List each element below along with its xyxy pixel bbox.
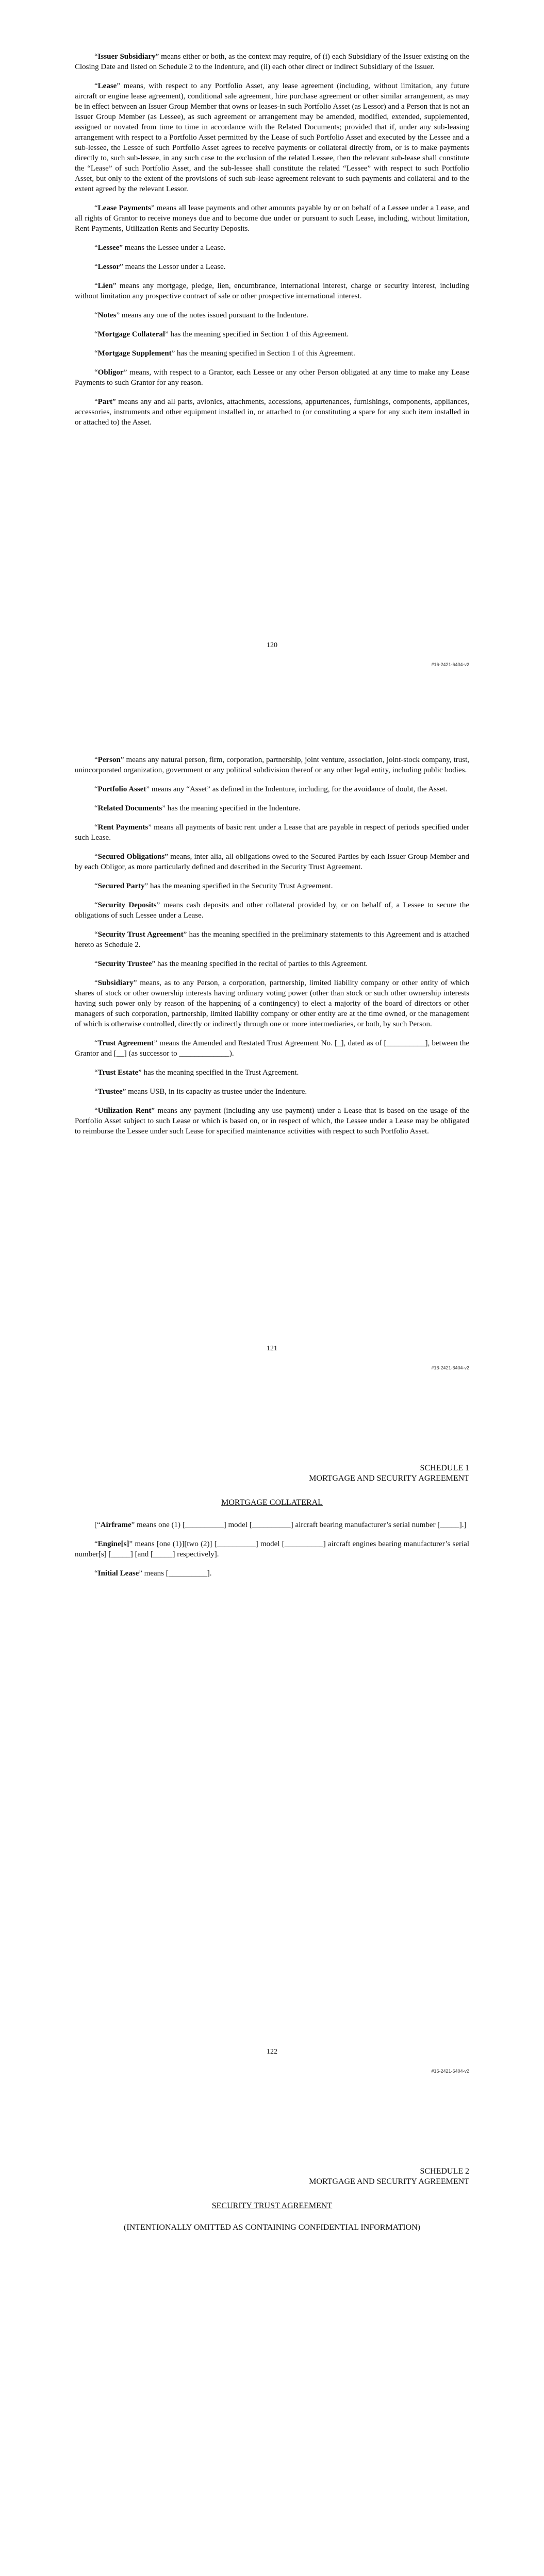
definition-paragraph: “Portfolio Asset” means any “Asset” as defined in the Indenture, including, for the avoidance of doubt, the Asset. [94, 785, 448, 793]
definition-text: has the meaning specified in the Trust Agreement. [141, 1069, 299, 1077]
definition-text: means the Lessor under a Lease. [123, 263, 226, 271]
definition-paragraph: “Secured Obligations” means, inter alia, all obligations owed to the Secured Parties by each Issuer Group Member and by each Obligor, as more particularly defined and described in the Security Trust Agreement. [75, 853, 469, 871]
definition-paragraph: “Lessee” means the Lessee under a Lease. [94, 244, 226, 252]
definition-text: means, inter alia, all obligations owed to the Secured Parties by each Issuer Group Member and by each Obligor, as more particularly defined and described in the Security Trust Agreement. [75, 853, 469, 871]
definition-text: means any “Asset” as defined in the Indenture, including, for the avoidance of doubt, the Asset. [150, 785, 448, 793]
definition-paragraph: “Lease Payments” means all lease payments and other amounts payable by or on behalf of a Lessee under a Lease, and all rights of Grantor to receive moneys due and to become due under or pursuant to such Lease, including, without limitation, Rent Payments, Utilization Rents and Security Deposits. [75, 204, 469, 233]
document-page-122 [0, 1406, 544, 2110]
defined-term: Issuer Subsidiary [97, 53, 156, 61]
definition-text: means the Amended and Restated Trust Agreement No. [_], dated as of [__________], between the Grantor and [__] (as successor to _____________). [75, 1039, 470, 1058]
schedule-agreement-name: MORTGAGE AND SECURITY AGREEMENT [309, 2177, 469, 2186]
definition-text: means any natural person, firm, corporation, partnership, joint venture, association, joint-stock company, trust, unincorporated organization, government or any political subdivision thereof or any other legal entity, including public bodies. [75, 756, 469, 774]
defined-term: Trust Estate [97, 1069, 139, 1077]
defined-term: Lease Payments [97, 204, 151, 212]
document-page-120 [0, 0, 544, 703]
definition-paragraph: “Utilization Rent” means any payment (including any use payment) under a Lease that is based on the usage of the Portfolio Asset subject to such Lease or which is based on, or in respect of which, the Lessee under a Lease may be obligated to reimburse the Lessee under such Lease for specified maintenance activities with respect to such Portfolio Asset. [75, 1107, 469, 1136]
definition-paragraph: “Lease” means, with respect to any Portfolio Asset, any lease agreement (including, without limitation, any future aircraft or engine lease agreement), conditional sale agreement, hire purchase agreement or other similar arrangement, as may be in effect between an Issuer Group Member that owns or leases-in such Portfolio Asset (as Lessor) and a Person that is not an Issuer Group Member (as Lessee), as such agreement or arrangement may be amended, modified, extended, supplemented, assigned or novated from time to time in accordance with the Related Documents; provided that if, under any sub-leasing arrangement with respect to a Portfolio Asset permitted by the Lease of such Portfolio Asset and executed by the Lessee and a sub-lessee, the Lessee of such Portfolio Asset agrees to receive payments or collateral directly from, or is to make payments directly to, such sub-lessee, in any such case to the exclusion of the related Lessee, then the relevant sub-lease shall constitute the “Lease” of such Portfolio Asset, and the sub-lessee shall constitute the related “Lessee” with respect to such Portfolio Asset, but only to the extent of the provisions of such sub-lease agreement relevant to such payments and collateral and to the extent agreed by the relevant Lessor. [75, 82, 469, 193]
schedule-title: SECURITY TRUST AGREEMENT [211, 2201, 333, 2210]
definition-text: means any payment (including any use payment) under a Lease that is based on the usage of the Portfolio Asset subject to such Lease or which is based on, or in respect of which, the Lessee under a Lease may be obligated to reimburse the Lessee under such Lease for specified maintenance activities with respect to such Portfolio Asset. [75, 1107, 469, 1136]
definition-paragraph: “Rent Payments” means all payments of basic rent under a Lease that are payable in respect of periods specified under such Lease. [75, 823, 469, 842]
defined-term: Trustee [97, 1088, 123, 1096]
schedule-agreement-name: MORTGAGE AND SECURITY AGREEMENT [309, 1474, 469, 1483]
definition-paragraph: “Trust Estate” has the meaning specified in the Trust Agreement. [94, 1069, 299, 1077]
definition-paragraph: “Lien” means any mortgage, pledge, lien, encumbrance, international interest, charge or security interest, including without limitation any prospective contract of sale or other prospective international interest. [75, 282, 469, 300]
definitions-list [75, 52, 469, 436]
schedule-title: MORTGAGE COLLATERAL [221, 1498, 323, 1507]
schedule-number: SCHEDULE 1 [420, 1464, 469, 1472]
definition-paragraph [75, 1568, 469, 1579]
definition-text: has the meaning specified in the recital of parties to this Agreement. [155, 960, 368, 968]
confidentiality-note: (INTENTIONALLY OMITTED AS CONTAINING CONFIDENTIAL INFORMATION) [124, 2223, 420, 2232]
definition-text: means USB, in its capacity as trustee under the Indenture. [126, 1088, 307, 1096]
definition-text: has the meaning specified in Section 1 of this Agreement. [175, 349, 355, 358]
defined-term: Utilization Rent [97, 1107, 152, 1115]
definition-text: means any and all parts, avionics, attachments, accessions, appurtenances, furnishings, components, appliances, accessories, instruments and other equipment installed in, or attached to (or constituting a spare for any such item installed in or attached to) the Asset. [75, 398, 469, 427]
definition-prefix: “ [94, 1569, 98, 1578]
defined-term: Notes [97, 311, 117, 319]
defined-term: Initial Lease [97, 1569, 139, 1578]
definitions-list [75, 755, 469, 1145]
definition-text: means the Lessee under a Lease. [123, 244, 226, 252]
definition-text: means any one of the notes issued pursuant to the Indenture. [120, 311, 308, 319]
defined-term: Subsidiary [97, 979, 134, 987]
defined-term: Secured Obligations [97, 853, 165, 861]
definition-text: means cash deposits and other collateral provided by, or on behalf of, a Lessee to secure the obligations of such Lessee under a Lease. [75, 901, 469, 920]
defined-term: Mortgage Collateral [97, 330, 166, 338]
defined-term: Security Trust Agreement [97, 930, 184, 939]
defined-term: Secured Party [97, 882, 145, 890]
document-page-121 [0, 703, 544, 1406]
definition-text: has the meaning specified in the Security Trust Agreement. [148, 882, 333, 890]
definition-paragraph: “Security Trust Agreement” has the meaning specified in the preliminary statements to this Agreement and is attached hereto as Schedule 2. [75, 930, 469, 949]
definition-prefix: “ [94, 1540, 98, 1548]
definition-paragraph: “Trustee” means USB, in its capacity as trustee under the Indenture. [94, 1088, 307, 1096]
definition-text: ” means one (1) [__________] model [__________] aircraft bearing manufacturer’s serial number [_____].] [131, 1521, 467, 1529]
document-id: #16-2421-6404-v2 [431, 662, 469, 667]
defined-term: Lease [97, 82, 117, 90]
defined-term: Mortgage Supplement [97, 349, 172, 358]
document-id: #16-2421-6404-v2 [431, 1365, 469, 1370]
definition-text: means, with respect to any Portfolio Asset, any lease agreement (including, without limitation, any future aircraft or engine lease agreement), conditional sale agreement, hire purchase agreement or other similar arrangement, as may be in effect between an Issuer Group Member that owns or leases-in such Portfolio Asset (as Lessor) and a Person that is not an Issuer Group Member (as Lessee), as such agreement or arrangement may be amended, modified, extended, supplemented, assigned or novated from time to time in accordance with the Related Documents; provided that if, under any sub-leasing arrangement with respect to a Portfolio Asset permitted by the Lease of such Portfolio Asset and executed by the Lessee and a sub-lessee, the Lessee of such Portfolio Asset agrees to receive payments or collateral directly from, or is to make payments directly to, such sub-lessee, in any such case to the exclusion of the related Lessee, then the relevant sub-lease shall constitute the “Lease” of such Portfolio Asset, and the sub-lessee shall constitute the related “Lessee” with respect to such Portfolio Asset, but only to the extent of the provisions of such sub-lease agreement relevant to such payments and collateral and to the extent agreed by the relevant Lessor. [75, 82, 469, 193]
defined-term: Rent Payments [97, 823, 149, 832]
definition-paragraph: “Security Trustee” has the meaning specified in the recital of parties to this Agreement. [94, 960, 368, 968]
definition-text: has the meaning specified in the Indenture. [165, 804, 301, 812]
definition-paragraph: “Issuer Subsidiary” means either or both, as the context may require, of (i) each Subsidiary of the Issuer existing on the Closing Date and listed on Schedule 2 to the Indenture, and (ii) each other direct or indirect Subsidiary of the Issuer. [75, 53, 469, 71]
definition-paragraph [75, 1520, 469, 1530]
definitions-list [75, 1520, 469, 1579]
definition-paragraph: “Subsidiary” means, as to any Person, a corporation, partnership, limited liability company or other entity of which shares of stock or other ownership interests having ordinary voting power (other than stock or such other ownership interests having such power only by reason of the happening of a contingency) to elect a majority of the board of directors or other managers of such corporation, partnership, limited liability company or other entity are at the time owned, or the management of which is otherwise controlled, directly or indirectly through one or more intermediaries, or both, by such Person. [75, 979, 469, 1028]
document-id: #16-2421-6404-v2 [431, 2069, 469, 2074]
definition-paragraph: “Related Documents” has the meaning specified in the Indenture. [94, 804, 301, 812]
schedule-content [75, 2166, 469, 2232]
definition-text: means all payments of basic rent under a Lease that are payable in respect of periods specified under such Lease. [75, 823, 469, 842]
definition-text: means any mortgage, pledge, lien, encumbrance, international interest, charge or security interest, including without limitation any prospective contract of sale or other prospective international interest. [75, 282, 469, 300]
defined-term: Engine[s] [97, 1540, 129, 1548]
page-number: 120 [267, 641, 277, 649]
definition-paragraph: “Person” means any natural person, firm, corporation, partnership, joint venture, association, joint-stock company, trust, unincorporated organization, government or any political subdivision thereof or any other legal entity, including public bodies. [75, 756, 469, 774]
defined-term: Lessee [97, 244, 120, 252]
defined-term: Lien [97, 282, 113, 290]
definition-paragraph: “Trust Agreement” means the Amended and Restated Trust Agreement No. [_], dated as of [__________], between the Grantor and [__] (as successor to _____________). [75, 1039, 470, 1058]
schedule-number: SCHEDULE 2 [420, 2167, 469, 2176]
defined-term: Security Trustee [97, 960, 152, 968]
definition-prefix: [“ [94, 1521, 101, 1529]
schedule-content [75, 1463, 469, 1587]
definition-paragraph: “Mortgage Supplement” has the meaning specified in Section 1 of this Agreement. [94, 349, 355, 358]
defined-term: Related Documents [97, 804, 162, 812]
document-page-123 [0, 2110, 544, 2576]
definition-text: has the meaning specified in Section 1 of this Agreement. [168, 330, 349, 338]
definition-text: ” means [__________]. [139, 1569, 212, 1578]
defined-term: Lessor [97, 263, 120, 271]
page-number: 121 [267, 1345, 277, 1352]
definition-text: ” means [one (1)][two (2)] [__________] model [__________] aircraft engines bearing manufacturer’s serial number[s] [_____] [and [_____] respectively]. [75, 1540, 469, 1558]
page-number: 122 [267, 2048, 277, 2056]
definition-text: means either or both, as the context may require, of (i) each Subsidiary of the Issuer existing on the Closing Date and listed on Schedule 2 to the Indenture, and (ii) each other direct or indirect Subsidiary of the Issuer. [75, 53, 469, 71]
definition-paragraph: “Part” means any and all parts, avionics, attachments, accessions, appurtenances, furnishings, components, appliances, accessories, instruments and other equipment installed in, or attached to (or constituting a spare for any such item installed in or attached to) the Asset. [75, 398, 469, 427]
definition-paragraph: “Obligor” means, with respect to a Grantor, each Lessee or any other Person obligated at any time to make any Lease Payments to such Grantor for any reason. [75, 368, 469, 387]
defined-term: Part [97, 398, 112, 406]
definition-paragraph: “Notes” means any one of the notes issued pursuant to the Indenture. [94, 311, 308, 319]
definition-text: means all lease payments and other amounts payable by or on behalf of a Lessee under a Lease, and all rights of Grantor to receive moneys due and to become due under or pursuant to such Lease, including, without limitation, Rent Payments, Utilization Rents and Security Deposits. [75, 204, 469, 233]
definition-paragraph [75, 1539, 469, 1560]
defined-term: Airframe [100, 1521, 131, 1529]
definition-paragraph: “Mortgage Collateral” has the meaning specified in Section 1 of this Agreement. [94, 330, 349, 338]
definition-text: means, as to any Person, a corporation, partnership, limited liability company or other entity of which shares of stock or other ownership interests having ordinary voting power (other than stock or such other ownership interests having such power only by reason of the happening of a contingency) to elect a majority of the board of directors or other managers of such corporation, partnership, limited liability company or other entity are at the time owned, or the management of which is otherwise controlled, directly or indirectly through one or more intermediaries, or both, by such Person. [75, 979, 469, 1028]
defined-term: Person [97, 756, 121, 764]
definition-text: means, with respect to a Grantor, each Lessee or any other Person obligated at any time to make any Lease Payments to such Grantor for any reason. [75, 368, 469, 387]
defined-term: Obligor [97, 368, 124, 377]
definition-paragraph: “Security Deposits” means cash deposits and other collateral provided by, or on behalf of, a Lessee to secure the obligations of such Lessee under a Lease. [75, 901, 469, 920]
defined-term: Portfolio Asset [97, 785, 146, 793]
defined-term: Trust Agreement [97, 1039, 154, 1047]
definition-paragraph: “Secured Party” has the meaning specified in the Security Trust Agreement. [94, 882, 333, 890]
definition-text: has the meaning specified in the preliminary statements to this Agreement and is attached hereto as Schedule 2. [75, 930, 469, 949]
definition-paragraph: “Lessor” means the Lessor under a Lease. [94, 263, 226, 271]
defined-term: Security Deposits [97, 901, 157, 909]
